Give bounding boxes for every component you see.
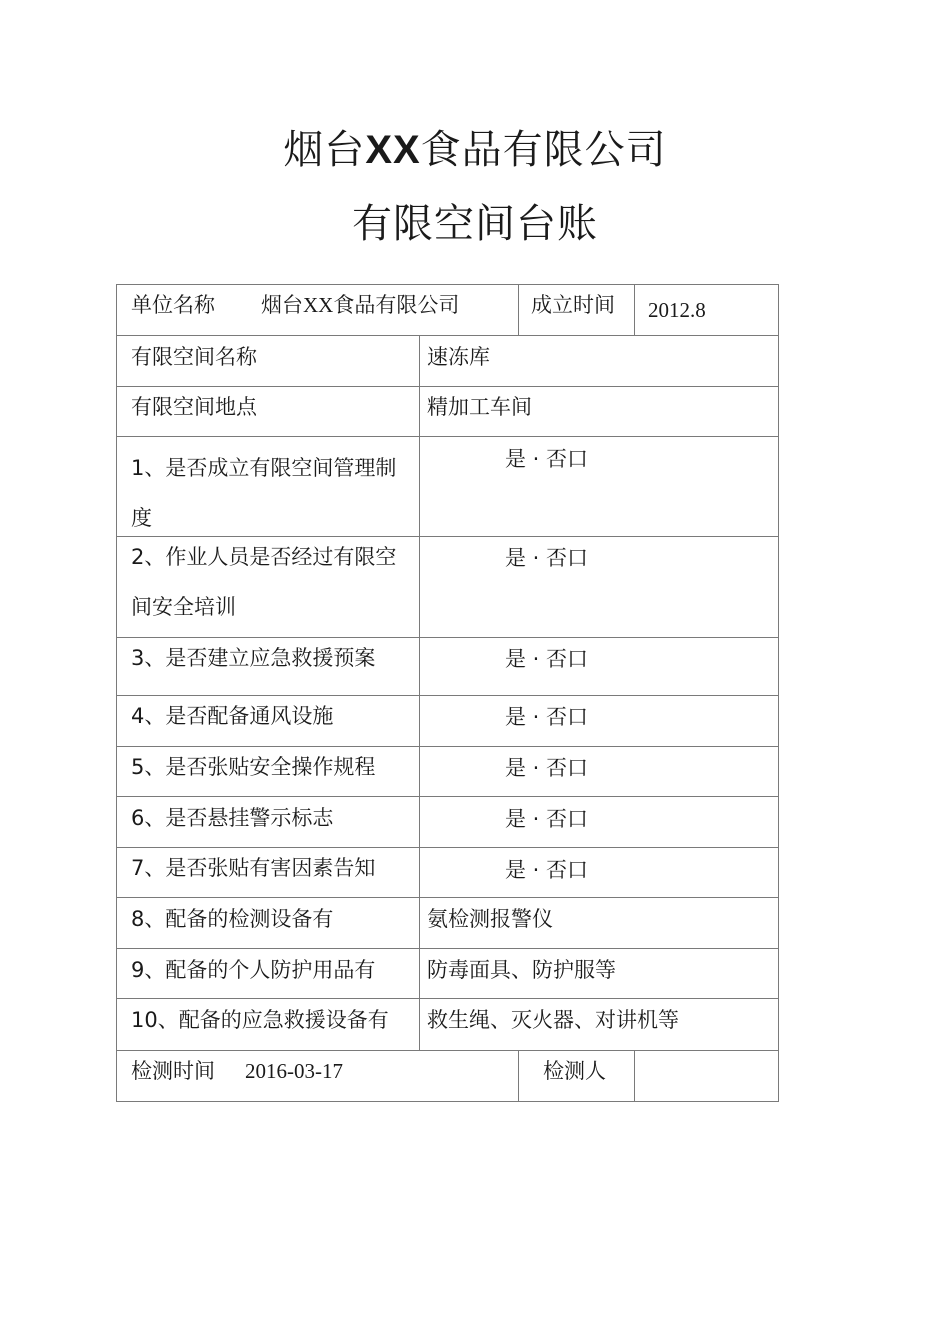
check-answer-1: 是 · 否口 xyxy=(505,447,589,471)
unit-name-value xyxy=(261,292,459,318)
check-answer-3: 是 · 否口 xyxy=(505,647,589,671)
established-value: 2012.8 xyxy=(648,298,706,322)
established-label: 成立时间 xyxy=(531,293,615,317)
equipment-label-10: 10、配备的应急救援设备有 xyxy=(131,1008,389,1032)
title-suffix: 食品有限公司 xyxy=(420,127,667,173)
equipment-value-10: 救生绳、灭火器、对讲机等 xyxy=(427,1008,679,1032)
title-prefix: 烟台 xyxy=(283,127,366,173)
unit-value-brand: XX xyxy=(303,293,334,317)
inspector-label: 检测人 xyxy=(543,1059,606,1083)
equipment-value-8: 氨检测报警仪 xyxy=(427,907,553,931)
check-label-5: 5、是否张贴安全操作规程 xyxy=(131,755,376,779)
space-name-value: 速冻库 xyxy=(427,345,490,369)
check-answer-4: 是 · 否口 xyxy=(505,705,589,729)
inspection-time-label: 检测时间 xyxy=(131,1059,215,1083)
check-label-6: 6、是否悬挂警示标志 xyxy=(131,806,334,830)
unit-value-prefix: 烟台 xyxy=(261,293,303,317)
space-location-label: 有限空间地点 xyxy=(131,395,257,419)
inspection-time-value: 2016-03-17 xyxy=(245,1059,343,1083)
check-label-2: 2、作业人员是否经过有限空间安全培训 xyxy=(131,545,397,619)
check-label-1: 1、是否成立有限空间管理制度 xyxy=(131,456,397,530)
check-answer-2: 是 · 否口 xyxy=(505,546,589,570)
space-name-label: 有限空间名称 xyxy=(131,345,257,369)
unit-name-label: 单位名称 xyxy=(131,293,215,317)
document-title xyxy=(0,118,950,175)
check-label-3: 3、是否建立应急救援预案 xyxy=(131,646,376,670)
document-subtitle: 有限空间台账 xyxy=(352,201,598,247)
equipment-label-9: 9、配备的个人防护用品有 xyxy=(131,958,376,982)
check-answer-6: 是 · 否口 xyxy=(505,807,589,831)
check-answer-7: 是 · 否口 xyxy=(505,858,589,882)
equipment-value-9: 防毒面具、防护服等 xyxy=(427,958,616,982)
check-answer-5: 是 · 否口 xyxy=(505,756,589,780)
title-brand: XX xyxy=(365,128,421,172)
check-label-7: 7、是否张贴有害因素告知 xyxy=(131,856,376,880)
space-location-value: 精加工车间 xyxy=(427,395,532,419)
check-label-4: 4、是否配备通风设施 xyxy=(131,704,334,728)
equipment-label-8: 8、配备的检测设备有 xyxy=(131,907,334,931)
unit-value-suffix: 食品有限公司 xyxy=(333,293,460,317)
